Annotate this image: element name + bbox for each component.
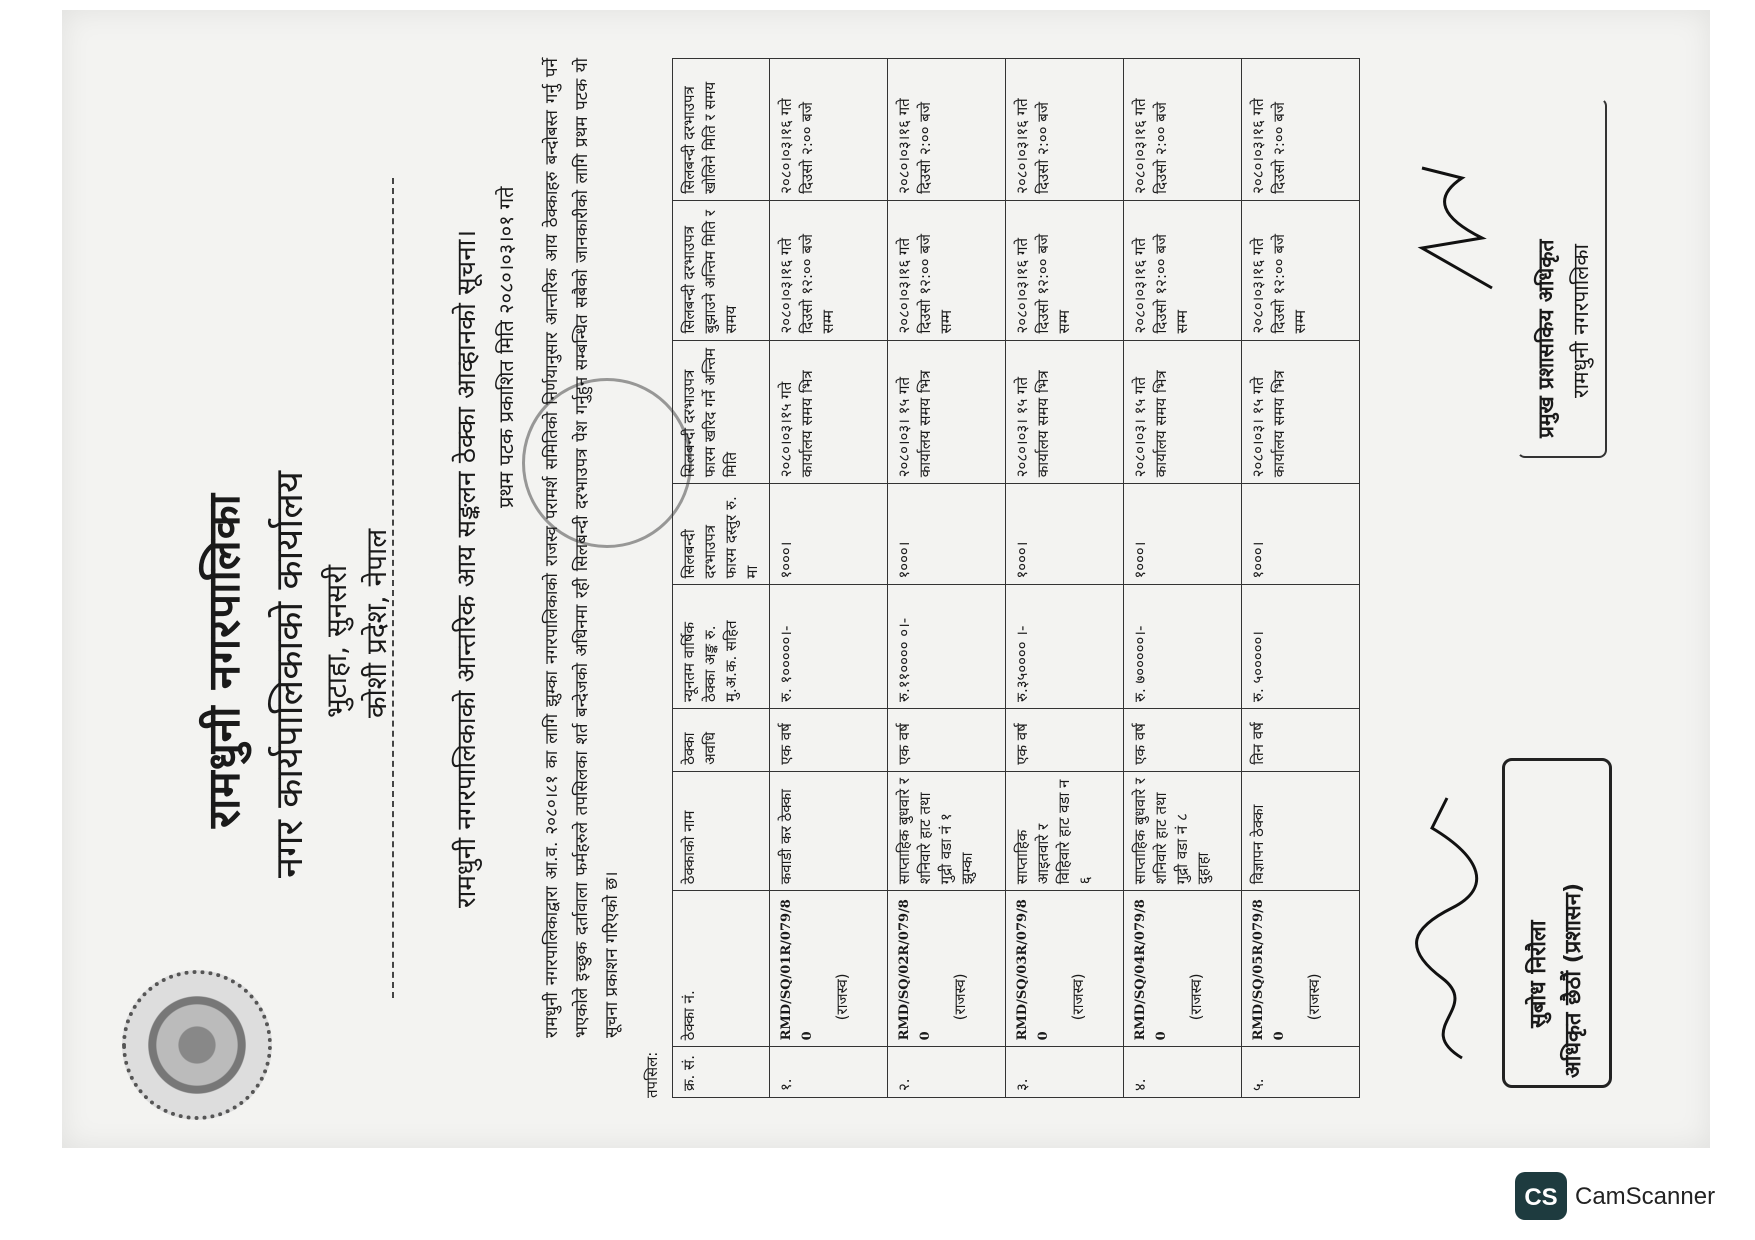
cell-opening: २०८०।०३।१६ गते दिउसो २:०० बजे [888, 59, 1006, 201]
cell-opening: २०८०।०३।१६ गते दिउसो २:०० बजे [1124, 59, 1242, 201]
col-header: ठेक्का नं. [673, 891, 770, 1047]
col-header: सिलबन्दी दरभाउपत्र खोलिने मिति र समय [673, 59, 770, 201]
col-header: सिलबन्दी दरभाउपत्र बुझाउने अन्तिम मिति र समय [673, 200, 770, 340]
table-row [1124, 59, 1242, 1098]
cell-submit-deadline: २०८०।०३।१६ गते दिउसो १२:०० बजे सम्म [770, 200, 888, 340]
cell-code [770, 891, 888, 1047]
office-province: कोशी प्रदेश, नेपाल [360, 528, 393, 718]
col-header: क्र. सं. [673, 1047, 770, 1098]
cell-fee: १०००। [1242, 484, 1360, 585]
cell-purchase-deadline: २०८०।०३। १५ गते कार्यालय समय भित्र [1006, 340, 1124, 484]
notice-title: रामधुनी नगरपालिकाको आन्तरिक आय सङ्कलन ठेक्का आव्हानको सूचना। [452, 229, 482, 908]
cell-fee: १०००। [770, 484, 888, 585]
cell-name: साप्ताहिक आइतवारे र विहिवारे हाट वडा न ६ [1006, 771, 1124, 890]
col-header: सिलबन्दी दरभाउपत्र फारम दस्तुर रु. मा [673, 484, 770, 585]
cell-submit-deadline: २०८०।०३।१६ गते दिउसो १२:०० बजे सम्म [1124, 200, 1242, 340]
cell-code [1006, 891, 1124, 1047]
cell-amount: रु. ५०००००। [1242, 585, 1360, 709]
cell-amount: रु. १०००००।- [770, 585, 888, 709]
cell-period: एक वर्ष [770, 709, 888, 772]
camscanner-brand: CamScanner [1575, 1183, 1716, 1210]
cell-code [888, 891, 1006, 1047]
table-row [1242, 59, 1360, 1098]
cell-sn: ४. [1124, 1047, 1242, 1098]
cao-title: प्रमुख प्रशासकिय अधिकृत [1534, 239, 1558, 438]
cell-name: साप्ताहिक बुधवारे र शनिवारे हाट तथा गुद्री वडा नं १ झुम्का [888, 771, 1006, 890]
contract-type: (राजस्व) [1187, 973, 1205, 1021]
camscanner-logo-icon [1515, 1172, 1567, 1220]
office-name: नगर कार्यपालिकाको कार्यालय [267, 470, 311, 878]
cell-purchase-deadline: २०८०।०३। १५ गते कार्यालय समय भित्र [888, 340, 1006, 484]
table-row [888, 59, 1006, 1098]
nepal-emblem-icon [122, 970, 272, 1120]
cell-amount: रु.३५०००० ।- [1006, 585, 1124, 709]
cell-fee: १०००। [1006, 484, 1124, 585]
cell-sn: २. [888, 1047, 1006, 1098]
rotated-document [62, 10, 1710, 1148]
col-header: ठेक्काको नाम [673, 771, 770, 890]
cell-period: एक वर्ष [1006, 709, 1124, 772]
contract-code: RMD/SQ/03R/079/8 0 [1015, 899, 1051, 1041]
contract-type: (राजस्व) [1069, 973, 1087, 1021]
col-header: ठेक्का अवधि [673, 709, 770, 772]
cell-period: एक वर्ष [1124, 709, 1242, 772]
contract-type: (राजस्व) [833, 973, 851, 1021]
contract-type: (राजस्व) [951, 973, 969, 1021]
table-row [1006, 59, 1124, 1098]
cell-sn: ५. [1242, 1047, 1360, 1098]
notice-subtitle: प्रथम पटक प्रकाशित मिति २०८०।०३।०१ गते [494, 186, 518, 508]
cell-amount: रु. ७०००००।- [1124, 585, 1242, 709]
signatory-name: सुबोध निरौला [1526, 920, 1551, 1028]
signature-scribble [1402, 158, 1512, 308]
cao-org: रामधुनी नगरपालिका [1569, 244, 1593, 398]
header-divider [392, 178, 394, 998]
signatory-title: अधिकृत छैठौं (प्रशासन) [1561, 882, 1586, 1078]
tapsil-label: तपसिल: [643, 1051, 661, 1098]
cell-submit-deadline: २०८०।०३।१६ गते दिउसो १२:०० बजे सम्म [888, 200, 1006, 340]
contract-type: (राजस्व) [1305, 973, 1323, 1021]
cell-opening: २०८०।०३।१६ गते दिउसो २:०० बजे [770, 59, 888, 201]
cell-purchase-deadline: २०८०।०३। १५ गते कार्यालय समय भित्र [1242, 340, 1360, 484]
table-row [770, 59, 888, 1098]
cell-submit-deadline: २०८०।०३।१६ गते दिउसो १२:०० बजे सम्म [1006, 200, 1124, 340]
contract-code: RMD/SQ/02R/079/8 0 [897, 899, 933, 1041]
cell-period: एक वर्ष [888, 709, 1006, 772]
cell-code [1124, 891, 1242, 1047]
notice-paragraph: रामधुनी नगरपालिकाद्वारा आ.व. २०८०।८१ का लागि झुम्का नगरपालिकाको राजस्व परामर्श समितिको निर्णयानुसार आन्तरिक आय ठेक्काहरु बन्दोबस्त गर्नु पर्ने भएकोले इच्छुक दर्तावाला फर्महरुले तपसिलका शर्त बन्देजको अधिनमा रही सिलबन्दी दरभाउपत्र पेश गर्नुहुन सम्बन्धित सबैको जानकारीको लागि प्रथम पटक यो सूचना प्रकाशन गरिएको छ। [542, 58, 622, 1038]
cell-opening: २०८०।०३।१६ गते दिउसो २:०० बजे [1242, 59, 1360, 201]
col-header: न्यूनतम वार्षिक ठेक्का अङ्क रु. मु.अ.क. सहित [673, 585, 770, 709]
camscanner-logo-text: CS [1524, 1184, 1558, 1211]
contract-table [672, 58, 1360, 1098]
cell-code [1242, 891, 1360, 1047]
office-location: भुटाहा, सुनसरी [320, 564, 353, 718]
municipality-name: रामधुनी नगरपालिका [199, 493, 250, 828]
cell-sn: १. [770, 1047, 888, 1098]
cell-opening: २०८०।०३।१६ गते दिउसो २:०० बजे [1006, 59, 1124, 201]
contract-code: RMD/SQ/04R/079/8 0 [1133, 899, 1169, 1041]
col-header: सिलबन्दी दरभाउपत्र फारम खरिद गर्ने अन्तिम मिति [673, 340, 770, 484]
right-signature-block [1402, 58, 1622, 458]
cell-name: साप्ताहिक बुधवारे र शनिवारे हाट तथा गुद्री वडा नं ८ दुहाहा [1124, 771, 1242, 890]
contract-code: RMD/SQ/05R/079/8 0 [1251, 899, 1287, 1041]
cell-period: तिन वर्ष [1242, 709, 1360, 772]
cell-name: विज्ञापन ठेक्का [1242, 771, 1360, 890]
cell-sn: ३. [1006, 1047, 1124, 1098]
cell-purchase-deadline: २०८०।०३।१५ गते कार्यालय समय भित्र [770, 340, 888, 484]
cell-purchase-deadline: २०८०।०३। १५ गते कार्यालय समय भित्र [1124, 340, 1242, 484]
cell-fee: १०००। [1124, 484, 1242, 585]
cell-submit-deadline: २०८०।०३।१६ गते दिउसो १२:०० बजे सम्म [1242, 200, 1360, 340]
cell-amount: रु.११०००० ०।- [888, 585, 1006, 709]
contract-code: RMD/SQ/01R/079/8 0 [779, 899, 815, 1041]
left-signature-block [1392, 758, 1652, 1088]
cell-fee: १०००। [888, 484, 1006, 585]
cell-name: कवाडी कर ठेक्का [770, 771, 888, 890]
signature-scribble [1402, 788, 1492, 1068]
table-header-row [673, 59, 770, 1098]
